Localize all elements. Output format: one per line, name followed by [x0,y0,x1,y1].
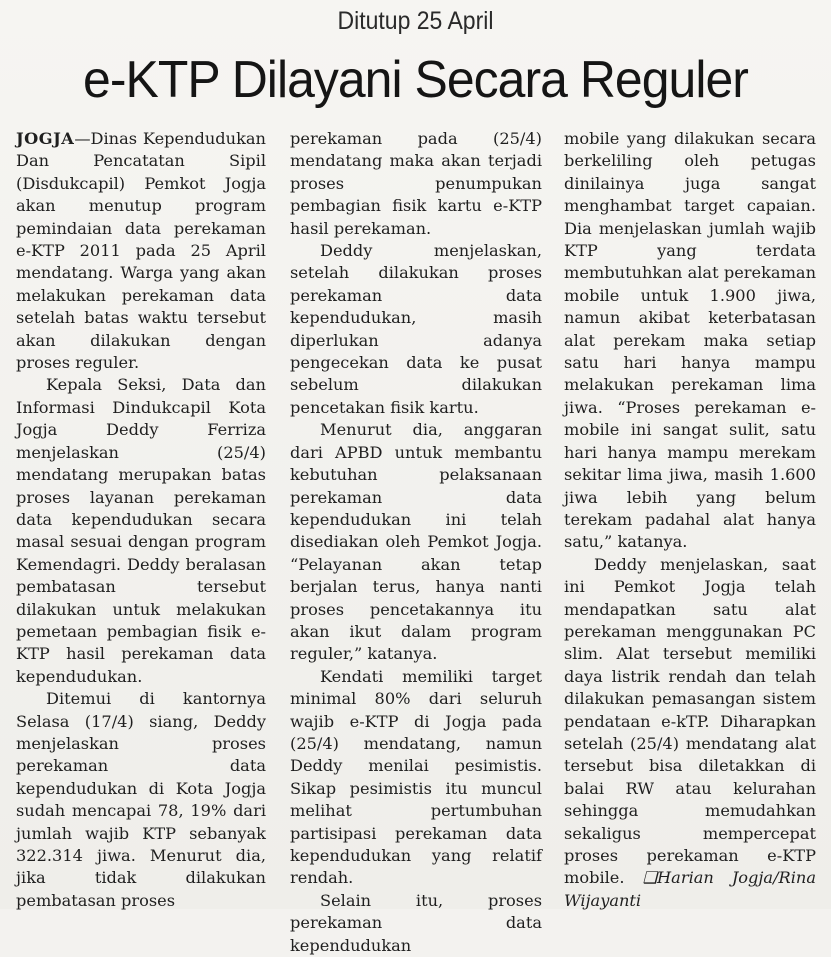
paragraph: Ditemui di kantornya Selasa (17/4) siang, Deddy menjelaskan proses perekaman data kependudukan di Kota Jogja sudah mencapai 78, 19% dari jumlah wajib KTP sebanyak 322.314 jiwa. Menurut dia, jika tidak dilakukan pembatasan proses [16,689,266,910]
paragraph [16,128,266,374]
paragraph: Selain itu, proses perekaman data kependudukan [290,890,542,955]
byline: ❑Harian Jogja/Rina Wijayanti [564,868,816,910]
paragraph-text: Deddy menjelaskan, saat ini Pemkot Jogja telah mendapatkan satu alat perekaman menggunakan PC slim. Alat tersebut memiliki daya listrik rendah dan telah dilakukan pemasangan sistem pendataan e-kTP. Diharapkan setelah (25/4) mendatang alat tersebut bisa diletakkan di balai RW atau kelurahan sehingga memudahkan sekaligus mempercepat proses perekaman e-KTP mobile. [564,554,816,888]
column-3 [564,128,816,910]
dateline: JOGJA [16,129,75,148]
headline: e-KTP Dilayani Secara Reguler [83,51,748,109]
column-2 [290,128,542,955]
paragraph: Deddy menjelaskan, setelah dilakukan proses perekaman data kependudukan, masih diperlukan adanya pengecekan data ke pusat sebelum dilakukan pencetakan fisik kartu. [290,241,542,417]
kicker: Ditutup 25 April [337,7,494,35]
paragraph: Kendati memiliki target minimal 80% dari seluruh wajib e-KTP di Jogja pada (25/4) mendatang, namun Deddy menilai pesimistis. Sikap pesimistis itu muncul melihat pertumbuhan partisipasi perekaman data kependudukan yang relatif rendah. [290,666,542,888]
paragraph: mobile yang dilakukan secara berkeliling oleh petugas dinilainya juga sangat menghambat target capaian. Dia menjelaskan jumlah wajib KTP yang terdata membutuhkan alat perekaman mobile untuk 1.900 jiwa, namun akibat keterbatasan alat perekam maka setiap satu hari hanya mampu melakukan perekaman lima jiwa. “Proses perekaman e-mobile ini sangat sulit, satu hari hanya mampu merekam sekitar lima jiwa, masih 1.600 jiwa lebih yang belum terekam padahal alat hanya satu,” katanya. [564,129,816,552]
paragraph: Menurut dia, anggaran dari APBD untuk membantu kebutuhan pelaksanaan perekaman data kependudukan ini telah disediakan oleh Pemkot Jogja. “Pelayanan akan tetap berjalan terus, hanya nanti proses pencetakannya itu akan ikut dalam program reguler,” katanya. [290,420,542,664]
paragraph [564,554,816,913]
dateline-separator: — [74,129,91,148]
paragraph-text: Dinas Kependudukan Dan Pencatatan Sipil (Disdukcapil) Pemkot Jogja akan menutup program pemindaian data perekaman e-KTP 2011 pada 25 April mendatang. Warga yang akan melakukan perekaman data setelah batas waktu tersebut akan dilakukan dengan proses reguler. [16,129,266,373]
article-body [16,128,816,955]
column-1 [16,128,266,910]
paragraph: perekaman pada (25/4) mendatang maka akan terjadi proses penumpukan pembagian fisik kartu e-KTP hasil perekaman. [290,129,542,238]
paragraph: Kepala Seksi, Data dan Informasi Dindukcapil Kota Jogja Deddy Ferriza menjelaskan (25/4) mendatang merupakan batas proses layanan perekaman data kependudukan secara masal sesuai dengan program Kemendagri. Deddy beralasan pembatasan tersebut dilakukan untuk melakukan pemetaan pembagian fisik e-KTP hasil perekaman data kependudukan. [16,375,266,686]
